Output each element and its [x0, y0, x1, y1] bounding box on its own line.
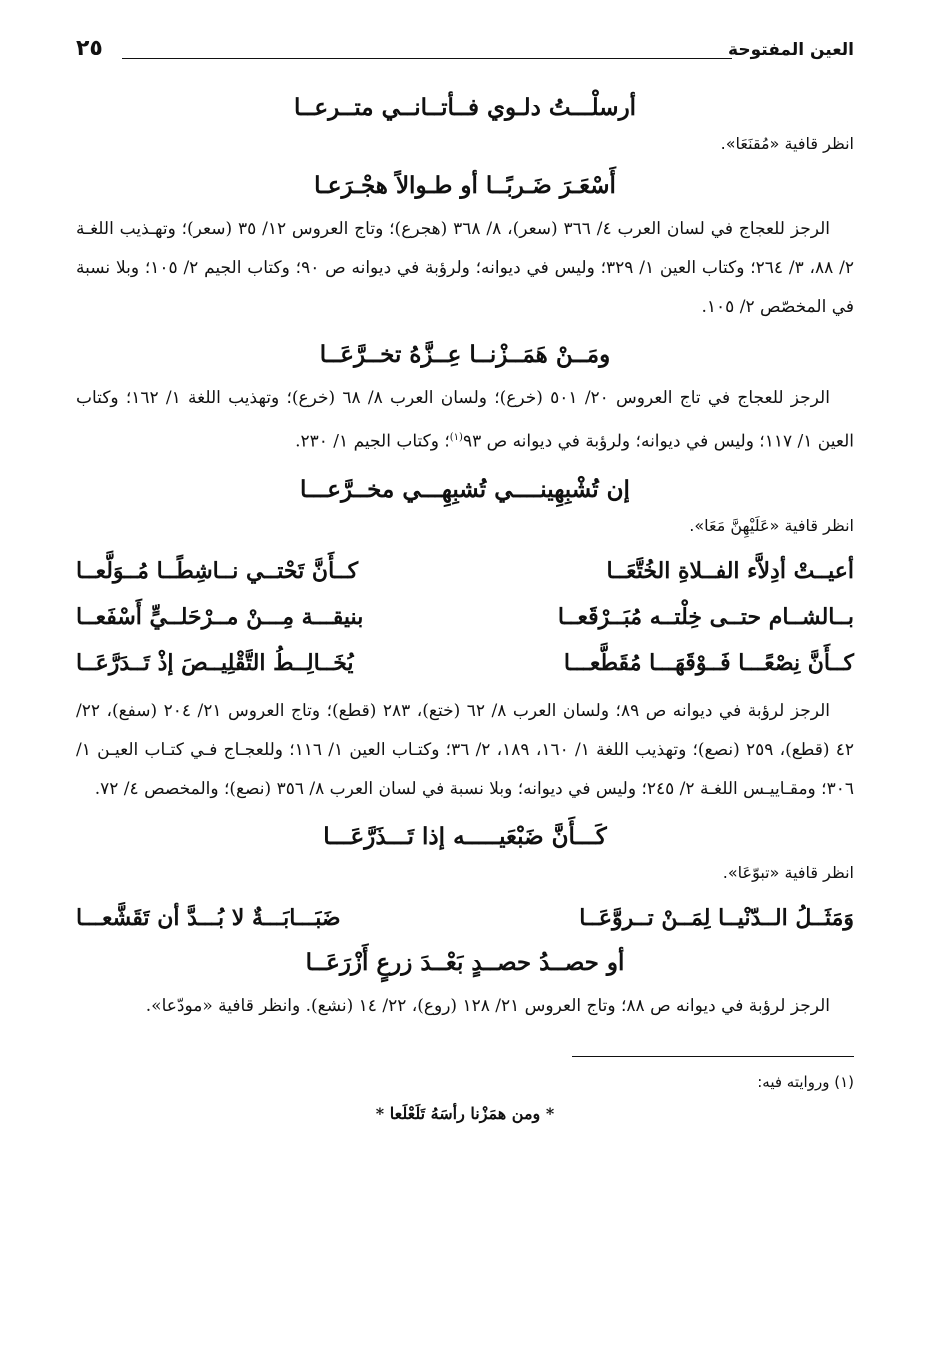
commentary-paragraph: الرجز لرؤبة في ديوانه ص ٨٩؛ ولسان العرب ٨/ ٦٢ (ختع)، ٢٨٣ (قطع)؛ وتاج العروس ٢١/ ٢٠٤ (سفع)، ٢٢/ ٤٢ (قطع)، ٢٥٩ (نصع)؛ وتهذيب اللغة ١/ ١٦٠، ١٨٩، ٢/ ٣٦؛ وكتـاب العين ١/ ١١٦؛ وللعجـاج فـي كتـاب العيـن ١/ ٣٠٦؛ ومقـاييـس اللغـة ٢/ ٢٤٥؛ وليس في ديوانه؛ وبلا نسبة في لسان العرب ٨/ ٣٥٦ (نصع)؛ والمخصص ٤/ ٧٢.: [76, 700, 854, 799]
couplet: [76, 548, 854, 594]
commentary-paragraph: الرجز للعجاج في لسان العرب ٤/ ٣٦٦ (سعر)، ٨/ ٣٦٨ (هجرع)؛ وتاج العروس ١٢/ ٣٥ (سعر)؛ وتهـذيب اللغـة ٢/ ٨٨، ٣/ ٢٦٤؛ وكتاب العين ١/ ٣٢٩؛ وليس في ديوانه؛ ولرؤبة في ديوانه ص ٩٠؛ وكتاب الجيم ٢/ ١٠٥؛ وبلا نسبة في المخصّص ٢/ ١٠٥.: [76, 219, 854, 317]
page: [76, 30, 854, 1131]
footnote-marker: (١): [449, 432, 463, 443]
footnote-label: (١) وروايته فيه:: [757, 1072, 854, 1091]
page-body: [76, 88, 854, 1131]
commentary-text: الرجز للعجاج في تاج العروس ٢٠/ ٥٠١ (خرع)؛ ولسان العرب ٨/ ٦٨ (خرع)؛ وتهذيب اللغة ١/ ١٦٢؛ وكتاب العين ١/ ١١٧؛ وليس في ديوانه؛ ولرؤبة في ديوانه ص ٩٣: [76, 388, 854, 452]
verse: أَسْعَـرَ ضَـربًــا أو طـوالاً هجْـرَعـا: [314, 172, 616, 199]
verse: إن تُشْبِهِينــــي تُشبِهِـــي مخــرَّعـــا: [300, 475, 630, 503]
header-rule: [122, 58, 732, 59]
cross-reference: انظر قافية «عَلَيْهِنَّ مَعَا».: [689, 515, 854, 535]
couplet: [76, 594, 854, 640]
couplet: [76, 640, 854, 686]
hemistich-second: بنيقـــة مِـــنْ مــرْحَلــيٍّ أَسْفَعــا: [76, 603, 364, 630]
verse: ومَــنْ هَمَــزْنــا عِــزَّهُ تخــرَّعَــا: [319, 341, 611, 368]
commentary-paragraph: [76, 379, 854, 462]
cross-reference: انظر قافية «مُقنَعَا».: [720, 134, 854, 153]
hemistich-first: بــالشــام حتــى خِلْتــه مُبَــرْقَعــا: [557, 603, 854, 630]
hemistich-second: كــأَنَّ تَحْتــي نــاشِطًــا مُــوَلَّعــا: [76, 557, 359, 584]
verse: أرسلْـــتُ دلـوي فــأتــانــي متــرعــا: [293, 94, 637, 121]
commentary-text: ؛ وكتاب الجيم ١/ ٢٣٠.: [295, 431, 450, 452]
commentary-paragraph: الرجز لرؤبة في ديوانه ص ٨٨؛ وتاج العروس ٢١/ ١٢٨ (روع)، ٢٢/ ١٤ (نشع). وانظر قافية «مودّعا».: [145, 995, 830, 1016]
verse: أو حصــدُ حصــدٍ بَعْــدَ زرعٍ أَزْرَعَــا: [305, 948, 625, 976]
footnote-verse: * ومن همَزْنا رأسَهُ تَلَعْلَعا *: [375, 1103, 555, 1123]
hemistich-first: وَمَثَــلُ الــدّنْيــا لِمَــنْ تــروَّعَــا: [579, 904, 854, 931]
running-header: [76, 30, 854, 66]
couplet: [76, 895, 854, 941]
running-title: العين المفتوحة: [728, 40, 854, 60]
hemistich-second: ضَبَـــابَـــةٌ لا بُـــدَّ أن تَقَشَّعـــا: [76, 904, 341, 931]
page-number: ٢٥: [76, 36, 103, 61]
verse: كَـــأَنَّ ضَبْعَيـــــه إذا تَـــذَرَّعَـــا: [323, 822, 607, 850]
hemistich-first: أعيــتْ أدِلاَّء الفــلاةِ الخُتَّعَــا: [606, 557, 854, 584]
hemistich-first: كــأَنَّ نِصْعًـــا فَــوْقَهَـــا مُقَطَّعـــا: [563, 649, 854, 676]
hemistich-second: يُخَــالِــطُ التَّقْلِيــصَ إذْ تَــدَرَّعَــا: [76, 649, 354, 676]
couplet-group: [76, 548, 854, 686]
footnote-rule: [572, 1056, 854, 1057]
cross-reference: انظر قافية «تبوّعَا».: [722, 862, 854, 882]
